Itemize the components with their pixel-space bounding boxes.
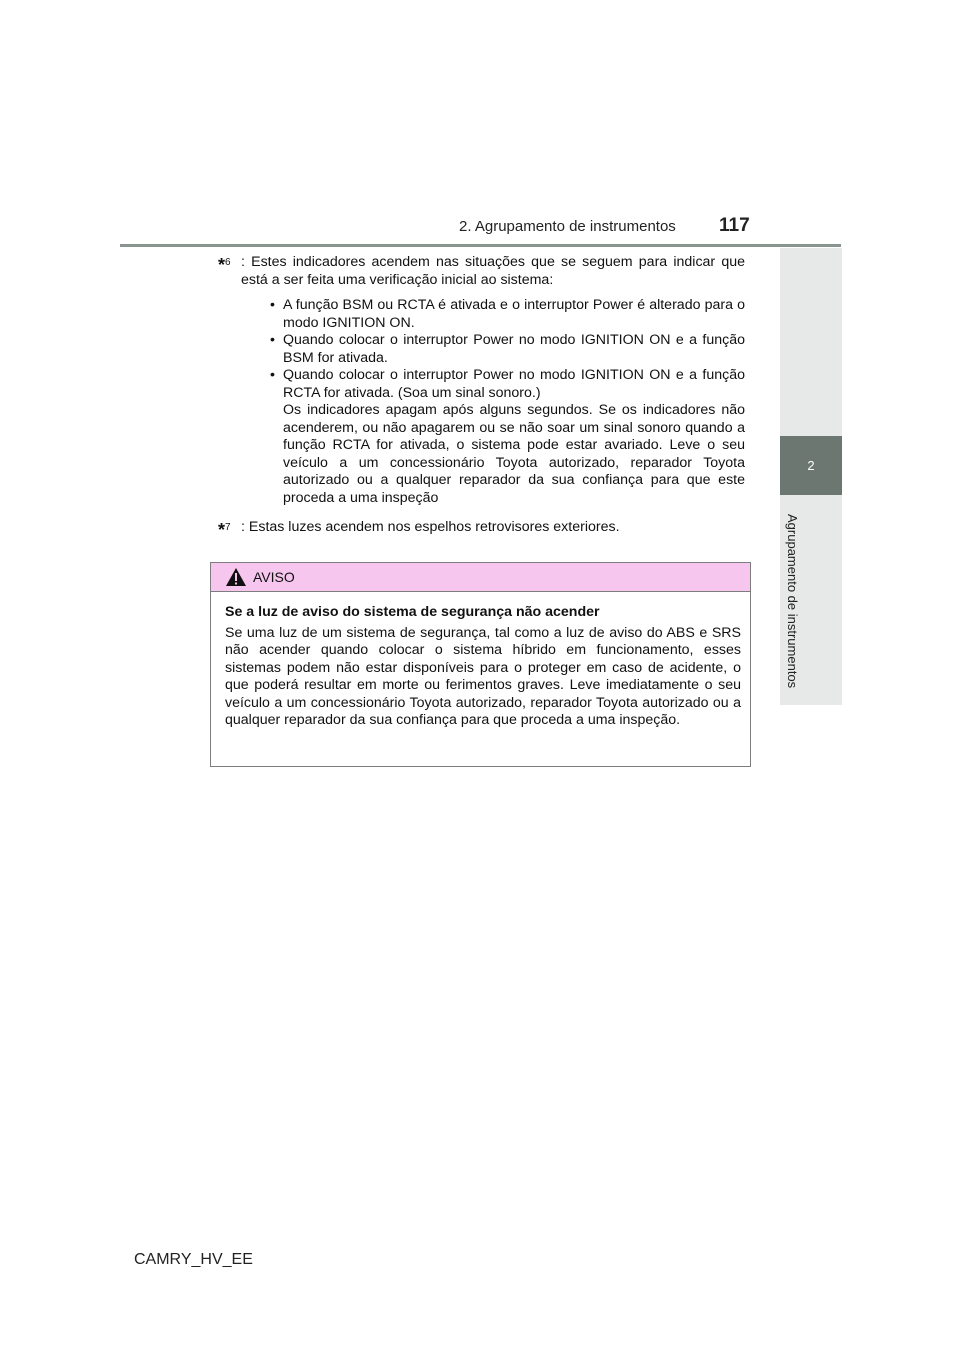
warning-triangle-icon — [225, 567, 247, 587]
warning-header — [211, 563, 750, 592]
footnote-7-text: : Estas luzes acendem nos espelhos retrovisores exteriores. — [241, 519, 620, 535]
chapter-label: Agrupamento de instrumentos — [785, 514, 800, 689]
list-item — [264, 367, 745, 507]
list-item: • A função BSM ou RCTA é ativada e o interruptor Power é alterado para o modo IGNITION ON. — [264, 297, 745, 332]
asterisk: * — [218, 520, 226, 540]
chapter-tab — [780, 436, 842, 495]
warning-body — [211, 592, 750, 730]
model-code: CAMRY_HV_EE — [134, 1251, 253, 1268]
header-section-title: 2. Agrupamento de instrumentos — [459, 218, 676, 235]
list-item-text: Quando colocar o interruptor Power no modo IGNITION ON e a função RCTA for ativada. (Soa um sinal sonoro.) — [283, 367, 745, 401]
header-divider — [120, 244, 841, 247]
footnote-7-marker — [218, 519, 231, 542]
warning-title: Se a luz de aviso do sistema de segurança não acender — [225, 604, 600, 620]
page-number: 117 — [719, 215, 750, 236]
footnote-6-text: : Estes indicadores acendem nas situações que se seguem para indicar que está a ser feita uma verificação inicial ao sistema: — [241, 254, 745, 288]
footnote-number: 7 — [225, 522, 231, 533]
footnote-6-marker — [218, 254, 231, 277]
warning-label: AVISO — [253, 569, 295, 585]
footnote-6 — [218, 254, 745, 507]
footnote-number: 6 — [225, 257, 231, 268]
main-content — [218, 254, 745, 540]
footnote-6-list — [264, 297, 745, 507]
asterisk: * — [218, 255, 226, 275]
list-item-followup: Os indicadores apagam após alguns segundos. Se os indicadores não acenderem, ou não apagarem ou se não soar um sinal sonoro quando a função RCTA for ativada, o sistema pode estar avariado. Leve o seu veículo a um concessionário Toyota autorizado, reparador Toyota autorizado ou a qualquer reparador da sua confiança para que este proceda a uma inspeção — [283, 402, 745, 506]
side-tab-upper — [780, 248, 842, 436]
chapter-number: 2 — [807, 458, 815, 473]
warning-text: Se uma luz de um sistema de segurança, tal como a luz de aviso do ABS e SRS não acender quando colocar o sistema híbrido em funcionamento, esses sistemas podem não estar disponíveis para o proteger em caso de acidente, o que poderá resultar em morte ou ferimentos graves. Leve imediatamente o seu veículo a um concessionário Toyota autorizado, reparador Toyota autorizado ou a qualquer reparador da sua confiança para que proceda a uma inspeção. — [225, 624, 741, 728]
footnote-7 — [218, 519, 745, 540]
list-item: • Quando colocar o interruptor Power no modo IGNITION ON e a função BSM for ativada. — [264, 332, 745, 367]
warning-box — [210, 562, 751, 767]
